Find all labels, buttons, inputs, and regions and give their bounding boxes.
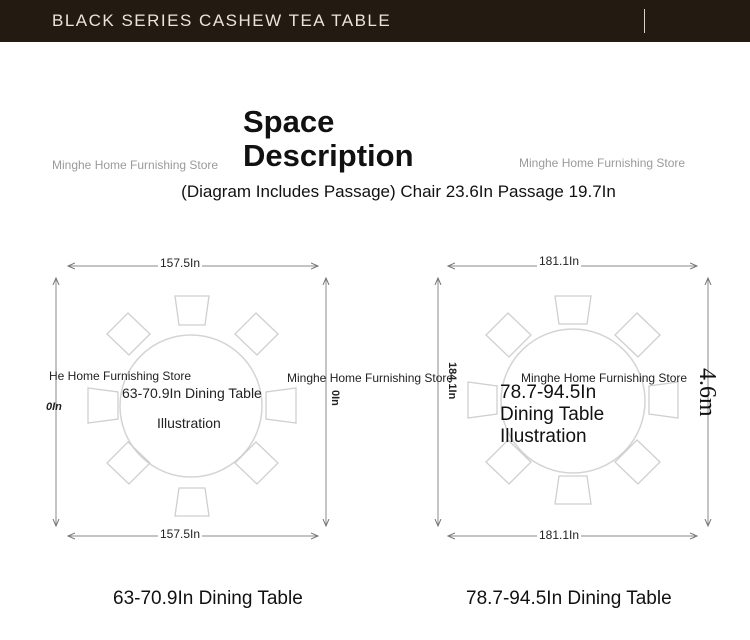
right-chair-right: [649, 382, 678, 418]
watermark-left-top: Minghe Home Furnishing Store: [52, 158, 219, 172]
right-side-dimension-label: 184.1In: [446, 362, 458, 400]
right-table-label: 78.7-94.5In Dining Table Illustration: [500, 382, 605, 447]
left-chair-top-left: [107, 313, 150, 355]
left-chair-top-right: [235, 313, 278, 355]
page-heading: Space Description: [243, 104, 414, 173]
watermark-right-mid: Minghe Home Furnishing Store: [521, 371, 688, 385]
left-layout: [56, 266, 326, 536]
left-chair-left: [88, 388, 118, 423]
right-chair-top: [555, 296, 591, 324]
right-chair-bottom: [555, 476, 591, 504]
page-subtitle: (Diagram Includes Passage) Chair 23.6In Passage 19.7In: [181, 182, 616, 201]
left-right-dimension-label: 0In: [329, 390, 341, 406]
watermark-left-mid: He Home Furnishing Store: [49, 369, 192, 383]
left-side-dimension-label: 0In: [46, 401, 62, 413]
left-round-table: [120, 335, 262, 477]
watermark-center-mid: Minghe Home Furnishing Store: [287, 371, 454, 385]
left-top-dimension-label: 157.5In: [160, 256, 201, 270]
header-title: BLACK SERIES CASHEW TEA TABLE: [52, 11, 392, 30]
right-chair-left: [468, 382, 497, 418]
right-caption: 78.7-94.5In Dining Table: [466, 588, 672, 609]
left-chairs: [88, 296, 296, 516]
right-top-dimension-label: 181.1In: [539, 254, 580, 268]
left-caption: 63-70.9In Dining Table: [113, 588, 303, 609]
left-chair-right: [266, 388, 296, 423]
left-chair-bottom-right: [235, 442, 278, 484]
right-chair-top-left: [486, 313, 531, 357]
left-table-label-2: Illustration: [157, 415, 221, 431]
left-chair-top: [175, 296, 209, 325]
left-chair-bottom-left: [107, 442, 150, 484]
right-bottom-dimension-label: 181.1In: [539, 528, 580, 542]
watermark-right-top: Minghe Home Furnishing Store: [519, 156, 686, 170]
right-chair-top-right: [615, 313, 660, 357]
left-chair-bottom: [175, 488, 209, 516]
left-bottom-dimension-label: 157.5In: [160, 527, 201, 541]
room-size-label: 4.6m: [694, 368, 720, 417]
left-table-label: 63-70.9In Dining Table: [122, 385, 262, 401]
